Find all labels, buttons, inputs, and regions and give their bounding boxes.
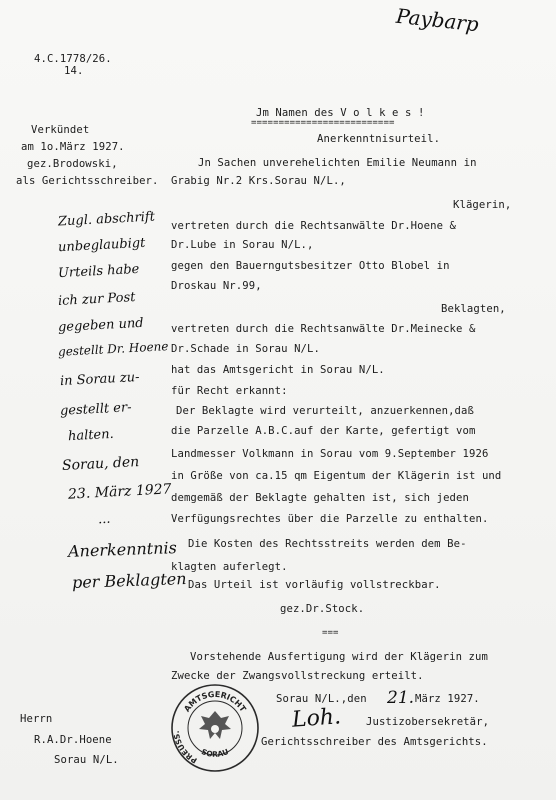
judge-signed: gez.Dr.Stock. [280, 603, 365, 615]
body-line-15: Landmesser Volkmann in Sorau vom 9.September 1926 [171, 448, 489, 460]
body-line-14: die Parzelle A.B.C.auf der Karte, gefertigt vom [171, 425, 476, 437]
body-line-20: klagten auferlegt. [171, 561, 288, 573]
official-role: Gerichtsschreiber des Amtsgerichts. [261, 736, 488, 748]
stamp-top-text: AMTSGERICHT [182, 689, 248, 714]
verkuendet-label: Verkündet [31, 124, 90, 136]
margin-note-line: Zugl. abschrift [57, 209, 156, 230]
body-line-5: Dr.Lube in Sorau N/L., [171, 239, 314, 251]
margin-note-line: unbeglaubigt [57, 235, 146, 256]
verkuendet-role: als Gerichtsschreiber. [16, 175, 159, 187]
body-line-3: Klägerin, [453, 199, 512, 211]
judge-rule: === [322, 628, 339, 638]
body-line-18: Verfügungsrechtes über die Parzelle zu enthalten. [171, 513, 489, 525]
body-line-1: Jn Sachen unverehelichten Emilie Neumann in [198, 157, 477, 169]
body-line-21: Das Urteil ist vorläufig vollstreckbar. [188, 579, 441, 591]
handwritten-signature: Loh. [291, 704, 342, 733]
body-line-8: Beklagten, [441, 303, 506, 315]
margin-note-line: gestellt Dr. Hoene [57, 339, 169, 359]
title-underline: ========================== [251, 118, 395, 128]
official-title: Justizobersekretär, [366, 716, 490, 728]
margin-note-line: Urteils habe [57, 261, 140, 282]
file-sheet: 14. [64, 65, 84, 77]
body-line-12: für Recht erkannt: [171, 385, 288, 397]
ausfertigung-line-2: Zwecke der Zwangsvollstreckung erteilt. [171, 670, 424, 682]
stamp-graphic [170, 683, 260, 773]
body-line-9: vertreten durch die Rechtsanwälte Dr.Meinecke & [171, 323, 476, 335]
page-title: Jm Namen des V o l k e s ! [256, 107, 425, 119]
addressee-city: Sorau N/L. [54, 754, 119, 766]
body-line-4: vertreten durch die Rechtsanwälte Dr.Hoene & [171, 220, 457, 232]
handwritten-top-note: Paybarp [394, 3, 480, 37]
margin-note-line: ich zur Post [57, 289, 136, 310]
addressee-herrn: Herrn [20, 713, 53, 725]
place-date-prefix: Sorau N/L.,den [276, 693, 367, 705]
body-line-2: Grabig Nr.2 Krs.Sorau N/L., [171, 175, 346, 187]
margin-note-line: in Sorau zu- [59, 369, 140, 390]
margin-note-line: Sorau, den [61, 453, 140, 475]
body-line-16: in Größe von ca.15 qm Eigentum der Klägerin ist und [171, 470, 502, 482]
ausfertigung-line-1: Vorstehende Ausfertigung wird der Klägerin zum [190, 651, 488, 663]
body-line-13: Der Beklagte wird verurteilt, anzuerkennen,daß [176, 405, 474, 417]
official-stamp [170, 683, 260, 773]
margin-note-line: 23. März 1927 [67, 481, 172, 503]
body-line-17: demgemäß der Beklagte gehalten ist, sich jeden [171, 492, 469, 504]
body-line-6: gegen den Bauerngutsbesitzer Otto Blobel in [171, 260, 450, 272]
body-line-11: hat das Amtsgericht in Sorau N/L. [171, 364, 385, 376]
margin-note-line: gestellt er- [59, 400, 132, 419]
handwritten-bottom-left-2: per Beklagten [71, 569, 187, 592]
stamp-bottom-text: SORAU [200, 746, 230, 759]
body-line-10: Dr.Schade in Sorau N/L. [171, 343, 320, 355]
file-number: 4.C.1778/26. [34, 53, 112, 65]
margin-note-line: ... [97, 511, 111, 528]
addressee-name: R.A.Dr.Hoene [34, 734, 112, 746]
body-line-19: Die Kosten des Rechtsstreits werden dem Be- [188, 538, 467, 550]
verkuendet-signed: gez.Brodowski, [27, 158, 118, 170]
verkuendet-date: am 1o.März 1927. [21, 141, 125, 153]
margin-note-line: halten. [67, 426, 115, 445]
body-line-7: Droskau Nr.99, [171, 280, 262, 292]
place-date-day: 21. [387, 688, 415, 708]
page-subtitle: Anerkenntnisurteil. [317, 133, 441, 145]
place-date-suffix: März 1927. [415, 693, 480, 705]
handwritten-bottom-left-1: Anerkenntnis [67, 538, 178, 561]
stamp-left-text: PREUSS. [171, 730, 199, 766]
margin-note-line: gegeben und [57, 315, 144, 336]
